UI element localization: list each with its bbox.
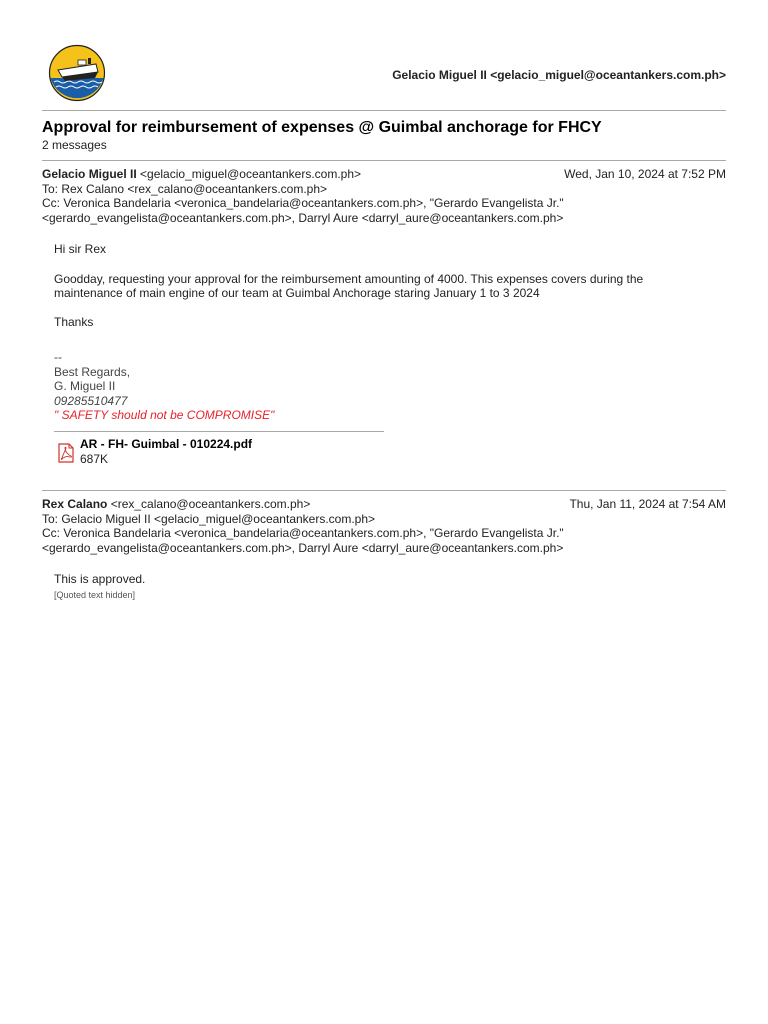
message-date: Thu, Jan 11, 2024 at 7:54 AM bbox=[569, 497, 726, 511]
sender-email: <rex_calano@oceantankers.com.ph> bbox=[110, 497, 311, 511]
closing: Thanks bbox=[54, 315, 94, 330]
attachment-size: 687K bbox=[80, 451, 109, 466]
print-header bbox=[42, 42, 726, 108]
signature-name: G. Miguel II bbox=[54, 379, 116, 394]
thread-subject bbox=[42, 118, 726, 153]
message-1 bbox=[42, 167, 726, 471]
message-2 bbox=[42, 497, 726, 603]
thread-divider bbox=[42, 160, 726, 161]
message-sender-row bbox=[42, 497, 726, 512]
cc-recipients-line1: Cc: Veronica Bandelaria <veronica_bandelaria@oceantankers.com.ph>, "Gerardo Evangelista Jr." bbox=[42, 526, 564, 541]
signature-regards: Best Regards, bbox=[54, 364, 131, 379]
signature bbox=[54, 350, 726, 423]
message-sender-row bbox=[42, 167, 726, 182]
message-body bbox=[54, 572, 726, 602]
attachment-name[interactable]: AR - FH- Guimbal - 010224.pdf bbox=[80, 436, 253, 451]
sender-email: <gelacio_miguel@oceantankers.com.ph> bbox=[140, 167, 362, 181]
signature-dash: -- bbox=[54, 349, 62, 364]
signature-quote: " SAFETY should not be COMPROMISE" bbox=[54, 408, 275, 423]
cc-recipients-line2: <gerardo_evangelista@oceantankers.com.ph>, Darryl Aure <darryl_aure@oceantankers.com.ph> bbox=[42, 210, 564, 225]
body-text: This is approved. bbox=[54, 572, 146, 587]
body-paragraph bbox=[54, 272, 726, 301]
to-recipients: To: Gelacio Miguel II <gelacio_miguel@oceantankers.com.ph> bbox=[42, 511, 376, 526]
ship-logo bbox=[48, 44, 106, 102]
message-body bbox=[54, 242, 726, 471]
greeting: Hi sir Rex bbox=[54, 242, 107, 257]
account-address: Gelacio Miguel II <gelacio_miguel@oceantankers.com.ph> bbox=[392, 68, 726, 82]
signature-phone: 09285510477 bbox=[54, 393, 128, 408]
body-paragraph-line1: Goodday, requesting your approval for the reimbursement amounting of 4000. This expenses covers during the bbox=[54, 271, 644, 286]
body-paragraph-line2: maintenance of main engine of our team at Guimbal Anchorage staring January 1 to 3 2024 bbox=[54, 286, 540, 301]
message-date: Wed, Jan 10, 2024 at 7:52 PM bbox=[564, 167, 726, 181]
message-count: 2 messages bbox=[42, 138, 107, 152]
subject-title: Approval for reimbursement of expenses @ Guimbal anchorage for FHCY bbox=[42, 119, 602, 136]
to-recipients: To: Rex Calano <rex_calano@oceantankers.com.ph> bbox=[42, 181, 328, 196]
attachment[interactable] bbox=[54, 437, 726, 471]
cc-recipients-line2: <gerardo_evangelista@oceantankers.com.ph>, Darryl Aure <darryl_aure@oceantankers.com.ph> bbox=[42, 540, 564, 555]
attachment-divider bbox=[54, 431, 384, 432]
sender-name: Gelacio Miguel II bbox=[42, 167, 137, 181]
cc-recipients-line1: Cc: Veronica Bandelaria <veronica_bandelaria@oceantankers.com.ph>, "Gerardo Evangelista Jr." bbox=[42, 196, 564, 211]
header-divider bbox=[42, 110, 726, 111]
message-divider bbox=[42, 490, 726, 491]
sender-name: Rex Calano bbox=[42, 497, 108, 511]
pdf-file-icon bbox=[58, 443, 74, 463]
quoted-text-toggle[interactable]: [Quoted text hidden] bbox=[54, 589, 136, 600]
